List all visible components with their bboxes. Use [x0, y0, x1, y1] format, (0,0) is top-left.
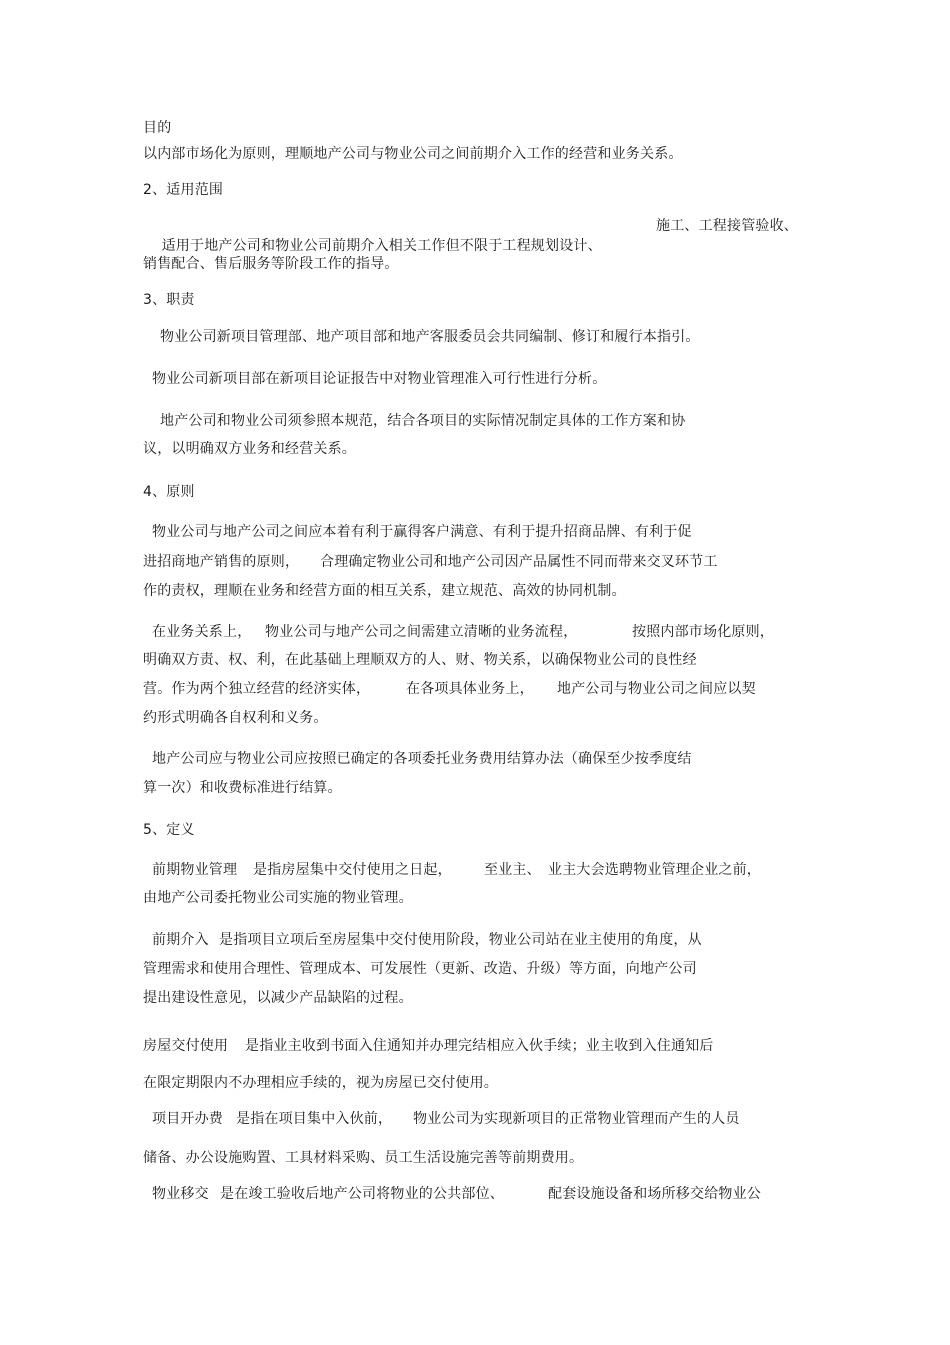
- definition-1-term: 前期物业管理: [152, 862, 238, 878]
- principle-paragraph-2-line-1b: 物业公司与地产公司之间需建立清晰的业务流程，: [265, 624, 578, 640]
- definition-3-line-1b: 是指业主收到书面入住通知并办理完结相应入伙手续；业主收到入住通知后: [245, 1038, 714, 1054]
- principle-paragraph-3-line-2: 算一次）和收费标准进行结算。: [143, 780, 342, 796]
- definition-5-line-1c: 配套设施设备和场所移交给物业公: [548, 1186, 761, 1202]
- duty-paragraph-1: 物业公司新项目管理部、地产项目部和地产客服委员会共同编制、修订和履行本指引。: [160, 329, 700, 345]
- principle-paragraph-1-line-2a: 进招商地产销售的原则，: [143, 554, 300, 570]
- principle-paragraph-2-line-3a: 营。作为两个独立经营的经济实体，: [143, 681, 371, 697]
- definition-4-line-1c: 物业公司为实现新项目的正常物业管理而产生的人员: [413, 1111, 740, 1127]
- principle-paragraph-3-line-1: 地产公司应与物业公司应按照已确定的各项委托业务费用结算办法（确保至少按季度结: [152, 751, 692, 767]
- definition-4-line-1b: 是指在项目集中入伙前，: [236, 1111, 393, 1127]
- principle-paragraph-2-line-3b: 在各项具体业务上，: [406, 681, 534, 697]
- definition-2-line-3: 提出建设性意见，以减少产品缺陷的过程。: [143, 990, 413, 1006]
- principle-heading: 4、原则: [143, 484, 195, 500]
- definition-1-line-1c: 至业主、: [484, 862, 541, 878]
- definition-4-term: 项目开办费: [152, 1111, 223, 1127]
- scope-line-1-part-a: 适用于地产公司和物业公司前期介入相关工作但不限于工程规划设计、: [161, 238, 602, 254]
- definition-heading: 5、定义: [143, 822, 195, 838]
- principle-paragraph-2-line-2: 明确双方责、权、利，在此基础上理顺双方的人、财、物关系，以确保物业公司的良性经: [143, 652, 697, 668]
- principle-paragraph-1-line-2b: 合理确定物业公司和地产公司因产品属性不同而带来交叉环节工: [320, 554, 718, 570]
- principle-paragraph-1-line-1: 物业公司与地产公司之间应本着有利于赢得客户满意、有利于提升招商品牌、有利于促: [152, 524, 692, 540]
- duty-paragraph-3-line-1: 地产公司和物业公司须参照本规范，结合各项目的实际情况制定具体的工作方案和协: [160, 413, 686, 429]
- principle-paragraph-1-line-3: 作的责权，理顺在业务和经营方面的相互关系，建立规范、高效的协同机制。: [143, 583, 626, 599]
- definition-1-line-2: 由地产公司委托物业公司实施的物业管理。: [143, 890, 413, 906]
- definition-1-line-1b: 是指房屋集中交付使用之日起，: [253, 862, 452, 878]
- duty-paragraph-3-line-2: 议，以明确双方业务和经营关系。: [143, 441, 356, 457]
- definition-2-term: 前期介入: [152, 932, 209, 948]
- scope-heading: 2、适用范围: [143, 182, 224, 198]
- principle-paragraph-2-line-3c: 地产公司与物业公司之间应以契: [557, 681, 756, 697]
- definition-1-line-1d: 业主大会选聘物业管理企业之前，: [548, 862, 761, 878]
- definition-4-line-2: 储备、办公设施购置、工具材料采购、员工生活设施完善等前期费用。: [143, 1150, 584, 1166]
- principle-paragraph-2-line-1c: 按照内部市场化原则，: [632, 624, 774, 640]
- definition-2-line-2: 管理需求和使用合理性、管理成本、可发展性（更新、改造、升级）等方面，向地产公司: [143, 961, 697, 977]
- principle-paragraph-2-line-1a: 在业务关系上，: [152, 624, 252, 640]
- definition-2-line-1b: 是指项目立项后至房屋集中交付使用阶段，物业公司站在业主使用的角度，从: [219, 932, 702, 948]
- principle-paragraph-2-line-4: 约形式明确各自权利和义务。: [143, 710, 328, 726]
- purpose-heading: 目的: [143, 120, 172, 136]
- definition-3-term: 房屋交付使用: [143, 1038, 229, 1054]
- definition-5-term: 物业移交: [152, 1186, 209, 1202]
- duty-paragraph-2: 物业公司新项目部在新项目论证报告中对物业管理准入可行性进行分析。: [152, 371, 607, 387]
- definition-5-line-1b: 是在竣工验收后地产公司将物业的公共部位、: [220, 1186, 504, 1202]
- purpose-text: 以内部市场化为原则，理顺地产公司与物业公司之间前期介入工作的经营和业务关系。: [143, 146, 683, 162]
- scope-line-2: 销售配合、售后服务等阶段工作的指导。: [143, 256, 399, 272]
- definition-3-line-2: 在限定期限内不办理相应手续的，视为房屋已交付使用。: [143, 1075, 498, 1091]
- duty-heading: 3、职责: [143, 292, 195, 308]
- scope-line-1-part-b: 施工、工程接管验收、: [656, 218, 798, 234]
